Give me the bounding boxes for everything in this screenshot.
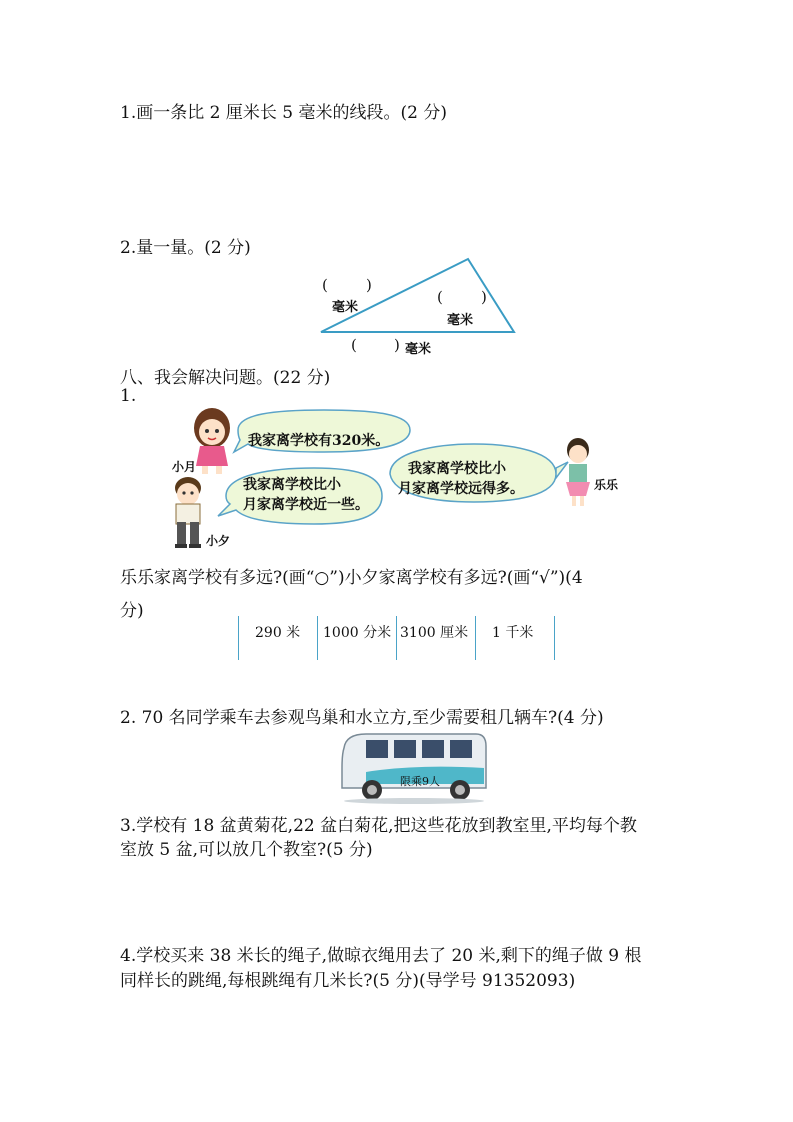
section-8-title: 八、我会解决问题。(22 分) bbox=[120, 368, 331, 388]
right-side-unit: 毫米 bbox=[447, 313, 474, 328]
xiaoxi-name: 小夕 bbox=[206, 534, 231, 548]
left-paren-open: ( bbox=[322, 276, 328, 294]
choice-3100cm[interactable]: 3100 厘米 bbox=[400, 625, 469, 641]
problem-2: 2. 70 名同学乘车去参观鸟巢和水立方,至少需要租几辆车?(4 分) bbox=[120, 708, 604, 728]
bus-label: 限乘9人 bbox=[400, 775, 440, 788]
problem-4-line-1: 4.学校买来 38 米长的绳子,做晾衣绳用去了 20 米,剩下的绳子做 9 根 bbox=[120, 946, 642, 966]
choice-290m[interactable]: 290 米 bbox=[255, 625, 301, 641]
left-paren-close: ) bbox=[366, 276, 372, 294]
problem-1-question-line-2: 分) bbox=[120, 601, 144, 621]
bus-illustration bbox=[336, 728, 492, 804]
xiaoyue-name: 小月 bbox=[172, 460, 197, 474]
bottom-paren-close: ) bbox=[394, 336, 400, 354]
choice-divider bbox=[396, 616, 397, 660]
left-side-unit: 毫米 bbox=[332, 300, 359, 315]
choice-divider bbox=[317, 616, 318, 660]
problem-3-line-1: 3.学校有 18 盆黄菊花,22 盆白菊花,把这些花放到教室里,平均每个教 bbox=[120, 816, 637, 836]
choice-1000dm[interactable]: 1000 分米 bbox=[323, 625, 392, 641]
bubble-1-text: 我家离学校有320米。 bbox=[248, 433, 390, 449]
xiaoxi-boy-illustration bbox=[175, 477, 201, 548]
cartoon-scene bbox=[164, 404, 620, 552]
distance-choices bbox=[238, 616, 556, 660]
bottom-side-unit: 毫米 bbox=[405, 342, 432, 357]
bubble-2-line-1: 我家离学校比小 bbox=[243, 477, 341, 493]
lele-girl-illustration bbox=[566, 438, 590, 506]
bubble-3-line-1: 我家离学校比小 bbox=[408, 461, 506, 477]
question-1: 1.画一条比 2 厘米长 5 毫米的线段。(2 分) bbox=[120, 103, 447, 123]
choice-divider bbox=[475, 616, 476, 660]
question-2: 2.量一量。(2 分) bbox=[120, 238, 251, 258]
right-paren-open: ( bbox=[437, 288, 443, 306]
bottom-paren-open: ( bbox=[351, 336, 357, 354]
choice-divider bbox=[238, 616, 239, 660]
lele-name: 乐乐 bbox=[594, 478, 619, 492]
choice-divider bbox=[554, 616, 555, 660]
problem-1-question-line-1: 乐乐家离学校有多远?(画“○”)小夕家离学校有多远?(画“√”)(4 bbox=[120, 568, 583, 588]
right-paren-close: ) bbox=[481, 288, 487, 306]
bubble-2-line-2: 月家离学校近一些。 bbox=[243, 497, 369, 513]
xiaoyue-girl-illustration bbox=[194, 408, 230, 474]
problem-1-number: 1. bbox=[120, 386, 137, 406]
problem-3-line-2: 室放 5 盆,可以放几个教室?(5 分) bbox=[120, 840, 373, 860]
choice-1km[interactable]: 1 千米 bbox=[492, 625, 534, 641]
bubble-3-line-2: 月家离学校远得多。 bbox=[398, 481, 524, 497]
problem-4-line-2: 同样长的跳绳,每根跳绳有几米长?(5 分)(导学号 91352093) bbox=[120, 971, 576, 991]
